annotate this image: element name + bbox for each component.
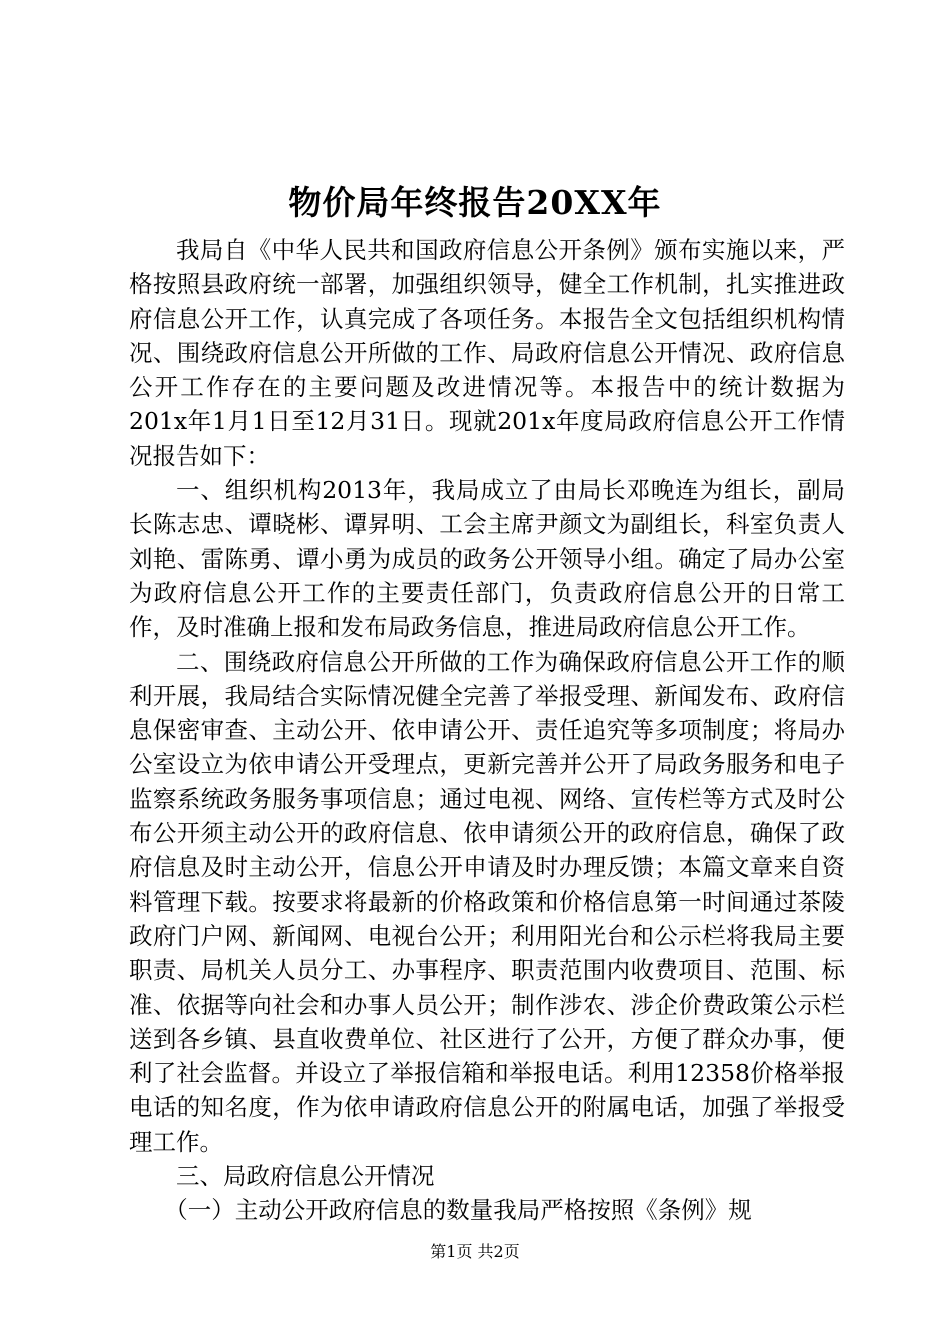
page-footer: 第1页 共2页 bbox=[430, 1242, 520, 1261]
paragraph-active-disclosure: （一）主动公开政府信息的数量我局严格按照《条例》规 bbox=[164, 1196, 752, 1225]
paragraph-organization: 一、组织机构2013年，我局成立了由局长邓晚连为组长，副局长陈志忠、谭晓彬、谭昇明、工会主席尹颜文为副组长，科室负责人刘艳、雷陈勇、谭小勇为成员的政务公开领导小组。确定了局办公室为政府信息公开工作的主要责任部门，负责政府信息公开的日常工作，及时准确上报和发布局政务信息，推进局政府信息公开工作。 bbox=[129, 476, 845, 642]
section-heading-disclosure: 三、局政府信息公开情况 bbox=[176, 1162, 435, 1191]
paragraph-intro: 我局自《中华人民共和国政府信息公开条例》颁布实施以来，严格按照县政府统一部署，加强组织领导，健全工作机制，扎实推进政府信息公开工作，认真完成了各项任务。本报告全文包括组织机构情况、围绕政府信息公开所做的工作、局政府信息公开情况、政府信息公开工作存在的主要问题及改进情况等。本报告中的统计数据为201x年1月1日至12月31日。现就201x年度局政府信息公开工作情况报告如下： bbox=[129, 236, 845, 470]
paragraph-work-done: 二、围绕政府信息公开所做的工作为确保政府信息公开工作的顺利开展，我局结合实际情况健全完善了举报受理、新闻发布、政府信息保密审查、主动公开、依申请公开、责任追究等多项制度；将局办公室设立为依申请公开受理点，更新完善并公开了局政务服务和电子监察系统政务服务事项信息；通过电视、网络、宣传栏等方式及时公布公开须主动公开的政府信息、依申请须公开的政府信息，确保了政府信息及时主动公开，信息公开申请及时办理反馈；本篇文章来自资料管理下载。按要求将最新的价格政策和价格信息第一时间通过茶陵政府门户网、新闻网、电视台公开；利用阳光台和公示栏将我局主要职责、局机关人员分工、办事程序、职责范围内收费项目、范围、标准、依据等向社会和办事人员公开；制作涉农、涉企价费政策公示栏送到各乡镇、县直收费单位、社区进行了公开，方便了群众办事，便利了社会监督。并设立了举报信箱和举报电话。利用12358价格举报电话的知名度，作为依申请政府信息公开的附属电话，加强了举报受理工作。 bbox=[129, 647, 845, 1156]
document-title: 物价局年终报告20XX年 bbox=[288, 183, 662, 222]
document-body bbox=[129, 233, 845, 1228]
